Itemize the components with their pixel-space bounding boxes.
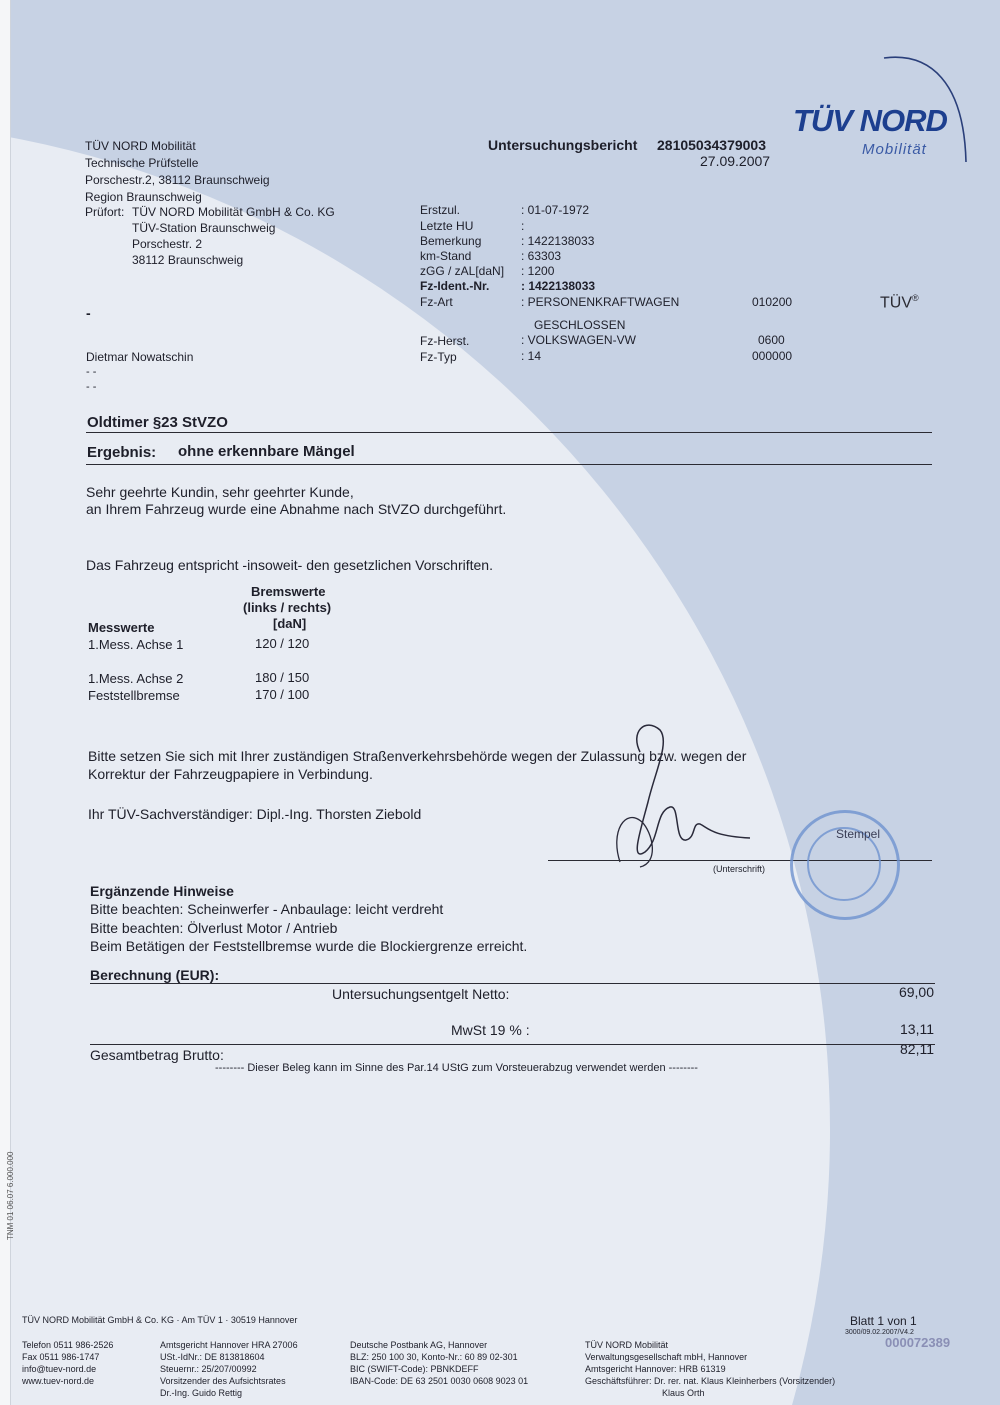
issuer-line: TÜV NORD Mobilität: [85, 139, 196, 153]
page-indicator: Blatt 1 von 1: [850, 1314, 917, 1328]
remarks-title: Ergänzende Hinweise: [90, 883, 234, 899]
vehicle-label: zGG / zAL[daN]: [420, 264, 505, 278]
pruefort-line: 38112 Braunschweig: [132, 253, 244, 267]
footer-line: USt.-IdNr.: DE 813818604: [160, 1352, 265, 1362]
pruefort-line: TÜV NORD Mobilität GmbH & Co. KG: [132, 205, 335, 219]
divider: [90, 983, 935, 984]
vehicle-code: 0600: [758, 333, 785, 347]
issuer-line: Porschestr.2, 38112 Braunschweig: [85, 173, 270, 187]
remarks-line: Bitte beachten: Ölverlust Motor / Antrieb: [90, 920, 338, 936]
footer-line: Amtsgericht Hannover: HRB 61319: [585, 1364, 726, 1374]
divider: [86, 432, 932, 433]
net-value: 69,00: [898, 984, 934, 1000]
footer-line: Verwaltungsgesellschaft mbH, Hannover: [585, 1352, 748, 1362]
brake-row-label: 1.Mess. Achse 2: [88, 671, 184, 686]
footer-line: Dr.-Ing. Guido Rettig: [160, 1388, 243, 1398]
footer-line: Telefon 0511 986-2526: [22, 1340, 114, 1350]
vehicle-value: : 63303: [521, 249, 562, 263]
vehicle-label: Letzte HU: [420, 219, 474, 233]
vehicle-code: 000000: [752, 349, 793, 363]
gross-label: Gesamtbetrag Brutto:: [90, 1047, 224, 1063]
footer-line: Geschäftsführer: Dr. rer. nat. Klaus Kleinherbers (Vorsitzender): [585, 1376, 836, 1386]
vehicle-value: : 1422138033: [521, 234, 595, 248]
pruefort-line: Porschestr. 2: [132, 237, 203, 251]
conformity-text: Das Fahrzeug entspricht -insoweit- den gesetzlichen Vorschriften.: [86, 557, 493, 573]
brake-row-value: 180 / 150: [255, 670, 310, 685]
brake-header: [daN]: [273, 616, 307, 631]
footer-line: TÜV NORD Mobilität: [585, 1340, 669, 1350]
section-title: Oldtimer §23 StVZO: [87, 414, 228, 431]
document-number: 000072389: [885, 1335, 951, 1350]
issuer-line: Region Braunschweig: [85, 190, 202, 204]
vehicle-value: : VOLKSWAGEN-VW: [521, 333, 636, 347]
report-number: 28105034379003: [657, 137, 767, 153]
tuv-trademark: TÜV®: [880, 293, 919, 312]
vehicle-label: Bemerkung: [420, 234, 482, 248]
report-label: Untersuchungsbericht: [488, 137, 638, 153]
footer-company: TÜV NORD Mobilität GmbH & Co. KG · Am TÜV 1 · 30519 Hannover: [22, 1315, 298, 1325]
signature-label: (Unterschrift): [713, 864, 766, 874]
brake-row-label: Feststellbremse: [88, 688, 180, 703]
brake-header: (links / rechts): [243, 600, 332, 615]
vehicle-label: Fz-Ident.-Nr.: [420, 279, 490, 293]
divider: [86, 464, 932, 465]
logo-brand: TÜV NORD: [793, 103, 947, 138]
vat-label: MwSt 19 % :: [451, 1022, 530, 1038]
recipient-line: - -: [86, 366, 97, 378]
brake-row-value: 170 / 100: [255, 687, 310, 702]
issuer-line: Technische Prüfstelle: [85, 156, 199, 170]
footer-line: info@tuev-nord.de: [22, 1364, 97, 1374]
notice-line: Korrektur der Fahrzeugpapiere in Verbindung.: [88, 766, 373, 782]
footer-line: BIC (SWIFT-Code): PBNKDEFF: [350, 1364, 479, 1374]
stamp-label: Stempel: [836, 827, 881, 841]
footer-line: Klaus Orth: [662, 1388, 705, 1398]
vehicle-label: km-Stand: [420, 249, 472, 263]
vehicle-label: Fz-Herst.: [420, 334, 470, 348]
salutation-line: Sehr geehrte Kundin, sehr geehrter Kunde,: [86, 484, 354, 500]
footer-line: BLZ: 250 100 30, Konto-Nr.: 60 89 02-301: [350, 1352, 518, 1362]
vehicle-value: : 1422138033: [521, 279, 596, 293]
vehicle-value: : 14: [521, 349, 542, 363]
footer-line: Fax 0511 986-1747: [22, 1352, 100, 1362]
footer-line: www.tuev-nord.de: [22, 1376, 95, 1386]
footer-line: Deutsche Postbank AG, Hannover: [350, 1340, 488, 1350]
vehicle-label: Erstzul.: [420, 203, 461, 217]
form-version: 3000/09.02.2007/V4.2: [845, 1329, 914, 1336]
footer-line: Vorsitzender des Aufsichtsrates: [160, 1376, 286, 1386]
footer-line: IBAN-Code: DE 63 2501 0030 0608 9023 01: [350, 1376, 529, 1386]
brake-row-value: 120 / 120: [255, 636, 310, 651]
net-label: Untersuchungsentgelt Netto:: [332, 986, 510, 1002]
pruefort-line: TÜV-Station Braunschweig: [132, 221, 276, 235]
vehicle-value: : 1200: [521, 264, 555, 278]
vehicle-code: 010200: [752, 295, 793, 309]
brake-row-label: 1.Mess. Achse 1: [88, 637, 184, 652]
result-value: ohne erkennbare Mängel: [178, 443, 355, 460]
tax-disclaimer: -------- Dieser Beleg kann im Sinne des Par.14 UStG zum Vorsteuerabzug verwendet werden --------: [215, 1062, 698, 1074]
footer-line: Steuernr.: 25/207/00992: [160, 1364, 257, 1374]
vehicle-value: : PERSONENKRAFTWAGEN: [521, 295, 680, 309]
brake-header: Bremswerte: [251, 584, 326, 599]
vehicle-value: GESCHLOSSEN: [534, 318, 626, 332]
logo-subtitle: Mobilität: [862, 141, 927, 158]
recipient-line: - -: [86, 381, 97, 393]
remarks-line: Beim Betätigen der Feststellbremse wurde die Blockiergrenze erreicht.: [90, 938, 528, 954]
remarks-line: Bitte beachten: Scheinwerfer - Anbaulage: leicht verdreht: [90, 901, 444, 917]
inspector-text: Ihr TÜV-Sachverständiger: Dipl.-Ing. Thorsten Ziebold: [88, 806, 422, 822]
billing-title: Berechnung (EUR):: [90, 967, 220, 983]
recipient-name: Dietmar Nowatschin: [86, 350, 194, 364]
vehicle-value: :: [521, 219, 525, 233]
salutation-line: an Ihrem Fahrzeug wurde eine Abnahme nach StVZO durchgeführt.: [86, 501, 507, 517]
vat-value: 13,11: [900, 1021, 934, 1037]
footer-line: Amtsgericht Hannover HRA 27006: [160, 1340, 298, 1350]
gross-value: 82,11: [900, 1041, 934, 1057]
vehicle-value: : 01-07-1972: [521, 203, 590, 217]
brake-col-label: Messwerte: [88, 620, 155, 635]
vehicle-label: Fz-Typ: [420, 350, 457, 364]
notice-line: Bitte setzen Sie sich mit Ihrer zuständigen Straßenverkehrsbehörde wegen der Zulassung bzw. wegen der: [88, 748, 747, 764]
pruefort-label: Prüfort:: [85, 205, 125, 219]
signature-icon: [600, 712, 790, 872]
vehicle-label: Fz-Art: [420, 295, 453, 309]
result-label: Ergebnis:: [87, 444, 157, 461]
recipient-dash: -: [86, 305, 91, 321]
divider: [90, 1044, 935, 1045]
report-date: 27.09.2007: [700, 153, 771, 169]
side-print: TNM 01 06.07 6.000.000: [6, 1151, 15, 1240]
